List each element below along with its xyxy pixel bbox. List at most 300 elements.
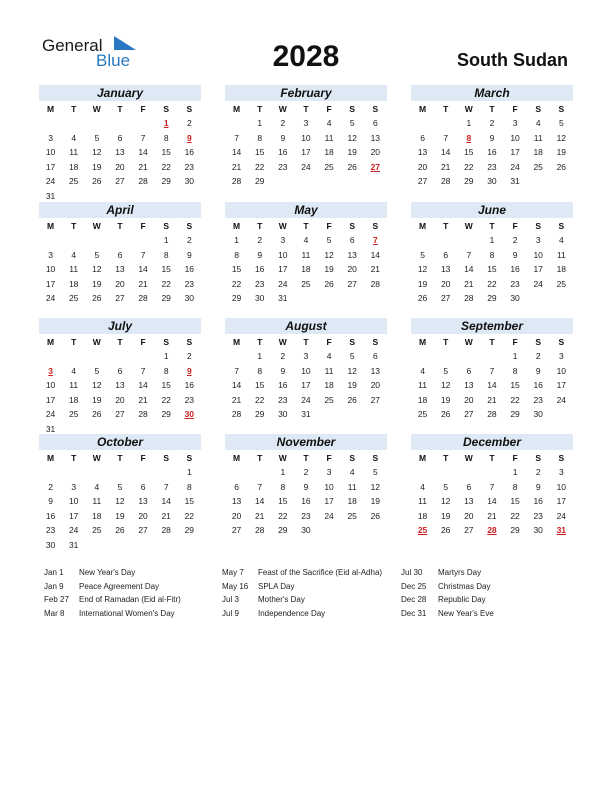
holiday-item xyxy=(401,580,494,594)
holiday-name: Peace Agreement Day xyxy=(79,581,160,591)
day-cell: 23 xyxy=(278,394,288,405)
day-cell: 8 xyxy=(163,365,169,376)
empty-cell xyxy=(411,465,434,480)
day-cell: 21 xyxy=(231,394,242,405)
day-cell: 12 xyxy=(556,132,567,143)
day-cell: 19 xyxy=(417,278,428,289)
day-cell: 21 xyxy=(464,278,474,289)
logo-triangle-icon xyxy=(114,36,136,50)
day-cell: 17 xyxy=(510,147,520,157)
day-cell: 10 xyxy=(556,365,567,376)
day-cell: 1 xyxy=(466,118,472,128)
day-cell: 14 xyxy=(138,380,148,390)
day-cell: 22 xyxy=(254,161,265,172)
empty-cell xyxy=(434,233,457,248)
holiday-day-cell: 27 xyxy=(370,161,381,172)
day-cell: 12 xyxy=(115,496,125,506)
day-cell: 10 xyxy=(533,249,543,260)
day-cell: 28 xyxy=(487,409,497,419)
weekday-label: S xyxy=(349,453,356,463)
day-cell: 13 xyxy=(440,264,451,274)
day-cell: 1 xyxy=(163,351,169,361)
day-cell: 25 xyxy=(417,409,428,419)
day-cell: 29 xyxy=(464,176,474,186)
day-cell: 2 xyxy=(48,481,53,492)
empty-cell xyxy=(411,233,434,248)
day-cell: 7 xyxy=(443,132,449,143)
day-cell: 18 xyxy=(68,161,79,172)
day-cell: 17 xyxy=(533,264,543,274)
month-days-grid xyxy=(39,451,201,552)
day-cell: 9 xyxy=(303,481,309,492)
day-cell: 14 xyxy=(231,147,242,157)
day-cell: 5 xyxy=(326,235,332,245)
holiday-day-cell: 28 xyxy=(487,525,497,535)
day-cell: 26 xyxy=(556,161,567,172)
holiday-date: Feb 27 xyxy=(44,595,69,604)
day-cell: 21 xyxy=(138,161,148,172)
day-cell: 29 xyxy=(510,409,520,419)
month-days-grid xyxy=(39,102,201,203)
day-cell: 20 xyxy=(231,510,242,521)
day-cell: 2 xyxy=(280,118,286,128)
day-cell: 22 xyxy=(254,394,265,405)
empty-cell xyxy=(457,349,480,364)
day-cell: 17 xyxy=(301,147,311,157)
day-cell: 11 xyxy=(301,249,311,260)
day-cell: 11 xyxy=(69,380,79,390)
day-cell: 7 xyxy=(140,132,146,143)
weekday-label: S xyxy=(186,221,193,231)
day-cell: 1 xyxy=(512,351,518,361)
holiday-name: International Women's Day xyxy=(79,608,175,618)
empty-cell xyxy=(132,465,155,480)
day-cell: 22 xyxy=(184,510,195,521)
day-cell: 26 xyxy=(440,525,451,535)
day-cell: 15 xyxy=(278,496,288,506)
day-cell: 19 xyxy=(92,161,102,172)
day-cell: 26 xyxy=(347,161,357,172)
holiday-date: Dec 25 xyxy=(401,581,427,591)
weekday-label: S xyxy=(372,453,379,463)
day-cell: 6 xyxy=(234,481,239,492)
month-header: June xyxy=(411,202,573,218)
day-cell: 29 xyxy=(231,293,242,303)
day-cell: 19 xyxy=(115,510,125,521)
weekday-label: S xyxy=(349,337,356,347)
day-cell: 9 xyxy=(280,365,286,376)
day-cell: 12 xyxy=(324,249,334,260)
day-cell: 25 xyxy=(68,176,79,186)
month-april xyxy=(39,202,201,306)
day-cell: 7 xyxy=(489,481,495,492)
weekday-label: T xyxy=(303,337,309,347)
month-header: October xyxy=(39,434,201,450)
holiday-day-cell: 3 xyxy=(48,365,53,376)
holiday-name: Independence Day xyxy=(258,608,326,618)
day-cell: 18 xyxy=(324,380,334,390)
day-cell: 3 xyxy=(558,351,564,361)
weekday-label: M xyxy=(233,337,241,347)
weekday-label: W xyxy=(278,221,287,231)
weekday-label: S xyxy=(535,337,542,347)
day-cell: 7 xyxy=(163,481,169,492)
weekday-label: M xyxy=(419,453,427,463)
month-header: February xyxy=(225,85,387,101)
day-cell: 7 xyxy=(140,249,146,260)
holiday-name: Mother's Day xyxy=(258,595,305,604)
day-cell: 29 xyxy=(487,293,497,303)
day-cell: 24 xyxy=(324,510,334,521)
weekday-label: M xyxy=(233,453,241,463)
day-cell: 11 xyxy=(418,496,427,506)
day-cell: 9 xyxy=(489,132,495,143)
day-cell: 28 xyxy=(440,176,451,186)
day-cell: 1 xyxy=(163,235,169,245)
day-cell: 4 xyxy=(349,467,355,477)
day-cell: 15 xyxy=(510,380,520,390)
weekday-label: F xyxy=(326,221,332,231)
day-cell: 20 xyxy=(115,278,125,289)
day-cell: 29 xyxy=(161,409,171,419)
day-cell: 13 xyxy=(370,365,381,376)
day-cell: 14 xyxy=(161,496,171,506)
day-cell: 22 xyxy=(487,278,497,289)
day-cell: 11 xyxy=(92,496,102,506)
day-cell: 29 xyxy=(161,293,171,303)
day-cell: 1 xyxy=(234,235,239,245)
holiday-date: Jul 9 xyxy=(222,608,239,618)
day-cell: 2 xyxy=(257,235,263,245)
day-cell: 6 xyxy=(466,365,472,376)
day-cell: 24 xyxy=(556,394,567,405)
day-cell: 21 xyxy=(487,510,497,521)
month-days-grid xyxy=(225,451,387,538)
holiday-date: Dec 28 xyxy=(401,595,427,604)
day-cell: 11 xyxy=(324,132,334,143)
day-cell: 8 xyxy=(512,481,518,492)
holiday-date: May 7 xyxy=(222,568,244,577)
holiday-item xyxy=(222,566,382,580)
day-cell: 4 xyxy=(303,235,309,245)
month-header: September xyxy=(411,318,573,334)
day-cell: 2 xyxy=(489,118,495,128)
day-cell: 17 xyxy=(324,496,334,506)
day-cell: 25 xyxy=(533,161,543,172)
day-cell: 25 xyxy=(92,525,102,535)
day-cell: 6 xyxy=(466,481,472,492)
holiday-item xyxy=(401,593,494,607)
holiday-name: Republic Day xyxy=(438,595,486,604)
empty-cell xyxy=(225,349,248,364)
empty-cell xyxy=(132,233,155,248)
weekday-label: F xyxy=(512,104,518,114)
day-cell: 28 xyxy=(231,409,242,419)
empty-cell xyxy=(85,233,108,248)
weekday-label: S xyxy=(558,453,565,463)
day-cell: 14 xyxy=(370,249,381,260)
day-cell: 14 xyxy=(464,264,474,274)
day-cell: 4 xyxy=(535,118,541,128)
day-cell: 17 xyxy=(68,510,79,521)
day-cell: 6 xyxy=(443,249,449,260)
day-cell: 7 xyxy=(234,132,239,143)
day-cell: 23 xyxy=(510,278,520,289)
empty-cell xyxy=(225,116,248,131)
day-cell: 4 xyxy=(326,351,332,361)
day-cell: 28 xyxy=(254,525,265,535)
day-cell: 27 xyxy=(370,394,381,405)
empty-cell xyxy=(39,116,62,131)
day-cell: 29 xyxy=(254,176,265,186)
weekday-label: S xyxy=(535,453,542,463)
day-cell: 30 xyxy=(510,293,520,303)
weekday-label: W xyxy=(92,221,101,231)
day-cell: 14 xyxy=(138,264,148,274)
holiday-name: SPLA Day xyxy=(258,581,295,591)
day-cell: 14 xyxy=(254,496,265,506)
empty-cell xyxy=(132,116,155,131)
day-cell: 12 xyxy=(440,380,451,390)
day-cell: 10 xyxy=(556,481,567,492)
day-cell: 9 xyxy=(280,132,286,143)
weekday-label: T xyxy=(443,104,449,114)
day-cell: 29 xyxy=(510,525,520,535)
weekday-label: F xyxy=(140,104,146,114)
weekday-label: S xyxy=(163,453,170,463)
month-days-grid xyxy=(39,335,201,436)
empty-cell xyxy=(434,349,457,364)
weekday-label: T xyxy=(257,104,263,114)
day-cell: 16 xyxy=(278,380,288,390)
empty-cell xyxy=(155,465,178,480)
day-cell: 4 xyxy=(420,365,425,376)
holiday-name: New Year's Day xyxy=(79,568,136,577)
day-cell: 5 xyxy=(117,481,123,492)
day-cell: 25 xyxy=(324,161,334,172)
holiday-item xyxy=(44,580,181,594)
weekday-label: T xyxy=(303,221,309,231)
day-cell: 27 xyxy=(115,176,125,186)
weekday-label: T xyxy=(443,221,449,231)
day-cell: 20 xyxy=(464,394,474,405)
month-days-grid xyxy=(411,219,573,306)
day-cell: 19 xyxy=(556,147,567,157)
weekday-label: M xyxy=(419,337,427,347)
empty-cell xyxy=(434,465,457,480)
day-cell: 19 xyxy=(92,278,102,289)
day-cell: 31 xyxy=(510,176,520,186)
day-cell: 29 xyxy=(254,409,265,419)
day-cell: 5 xyxy=(94,365,100,376)
month-march xyxy=(411,85,573,189)
weekday-label: S xyxy=(558,221,565,231)
weekday-label: F xyxy=(512,453,518,463)
day-cell: 12 xyxy=(440,496,451,506)
weekday-label: M xyxy=(47,453,55,463)
day-cell: 12 xyxy=(370,481,381,492)
day-cell: 16 xyxy=(533,380,543,390)
day-cell: 1 xyxy=(186,467,192,477)
month-november xyxy=(225,434,387,538)
logo xyxy=(40,36,140,72)
day-cell: 15 xyxy=(254,380,265,390)
holiday-item xyxy=(222,580,382,594)
day-cell: 24 xyxy=(301,394,311,405)
day-cell: 15 xyxy=(161,380,171,390)
day-cell: 10 xyxy=(510,132,520,143)
weekday-label: W xyxy=(464,337,473,347)
month-october xyxy=(39,434,201,552)
day-cell: 24 xyxy=(45,293,56,303)
holiday-day-cell: 9 xyxy=(186,132,192,143)
day-cell: 12 xyxy=(347,365,357,376)
day-cell: 23 xyxy=(184,278,195,289)
day-cell: 10 xyxy=(301,132,311,143)
day-cell: 15 xyxy=(510,496,520,506)
day-cell: 24 xyxy=(301,161,311,172)
month-september xyxy=(411,318,573,422)
weekday-label: T xyxy=(443,337,449,347)
weekday-label: S xyxy=(163,221,170,231)
day-cell: 11 xyxy=(556,249,566,260)
day-cell: 23 xyxy=(278,161,288,172)
logo-general-text: General xyxy=(42,36,103,55)
day-cell: 26 xyxy=(417,293,428,303)
weekday-label: T xyxy=(71,104,77,114)
day-cell: 24 xyxy=(45,409,56,419)
weekday-label: W xyxy=(278,104,287,114)
day-cell: 14 xyxy=(231,380,242,390)
weekday-label: S xyxy=(372,104,379,114)
day-cell: 15 xyxy=(161,147,171,157)
weekday-label: W xyxy=(92,104,101,114)
weekday-label: M xyxy=(419,221,427,231)
empty-cell xyxy=(132,349,155,364)
day-cell: 2 xyxy=(535,351,541,361)
month-january xyxy=(39,85,201,203)
day-cell: 19 xyxy=(347,147,357,157)
day-cell: 4 xyxy=(558,235,564,245)
holiday-day-cell: 25 xyxy=(417,525,428,535)
day-cell: 8 xyxy=(280,481,286,492)
day-cell: 24 xyxy=(533,278,543,289)
day-cell: 2 xyxy=(280,351,286,361)
day-cell: 22 xyxy=(161,161,171,172)
empty-cell xyxy=(480,465,503,480)
month-header: April xyxy=(39,202,201,218)
day-cell: 26 xyxy=(92,176,102,186)
day-cell: 3 xyxy=(303,351,309,361)
day-cell: 23 xyxy=(45,525,56,535)
month-days-grid xyxy=(225,219,387,306)
day-cell: 21 xyxy=(440,161,451,172)
day-cell: 27 xyxy=(115,409,125,419)
day-cell: 20 xyxy=(115,394,125,405)
day-cell: 19 xyxy=(324,264,334,274)
day-cell: 27 xyxy=(417,176,428,186)
day-cell: 15 xyxy=(231,264,242,274)
day-cell: 29 xyxy=(278,525,288,535)
weekday-label: S xyxy=(372,221,379,231)
empty-cell xyxy=(62,233,85,248)
day-cell: 27 xyxy=(440,293,451,303)
day-cell: 19 xyxy=(440,510,451,521)
day-cell: 4 xyxy=(326,118,332,128)
day-cell: 7 xyxy=(466,249,472,260)
day-cell: 9 xyxy=(186,249,192,260)
day-cell: 14 xyxy=(487,380,497,390)
day-cell: 16 xyxy=(184,264,195,274)
weekday-label: T xyxy=(303,104,309,114)
day-cell: 5 xyxy=(349,351,355,361)
day-cell: 17 xyxy=(45,278,56,289)
day-cell: 21 xyxy=(254,510,265,521)
day-cell: 23 xyxy=(533,394,543,405)
month-june xyxy=(411,202,573,306)
day-cell: 5 xyxy=(443,365,449,376)
empty-cell xyxy=(85,116,108,131)
day-cell: 9 xyxy=(257,249,263,260)
day-cell: 7 xyxy=(257,481,263,492)
day-cell: 13 xyxy=(464,496,474,506)
day-cell: 8 xyxy=(257,132,263,143)
day-cell: 16 xyxy=(184,380,195,390)
day-cell: 4 xyxy=(420,481,425,492)
weekday-label: W xyxy=(464,221,473,231)
day-cell: 27 xyxy=(464,525,474,535)
day-cell: 26 xyxy=(347,394,357,405)
empty-cell xyxy=(39,349,62,364)
day-cell: 3 xyxy=(48,132,53,143)
day-cell: 18 xyxy=(68,278,79,289)
day-cell: 17 xyxy=(45,394,56,405)
day-cell: 25 xyxy=(68,409,79,419)
holiday-item xyxy=(222,607,382,621)
day-cell: 28 xyxy=(231,176,242,186)
day-cell: 30 xyxy=(301,525,311,535)
day-cell: 5 xyxy=(443,481,449,492)
day-cell: 23 xyxy=(184,394,195,405)
day-cell: 28 xyxy=(161,525,171,535)
day-cell: 22 xyxy=(510,510,520,521)
weekday-label: F xyxy=(512,337,518,347)
day-cell: 23 xyxy=(184,161,195,172)
day-cell: 26 xyxy=(115,525,125,535)
day-cell: 8 xyxy=(163,132,169,143)
holiday-item xyxy=(401,607,494,621)
day-cell: 22 xyxy=(278,510,288,521)
day-cell: 12 xyxy=(417,264,428,274)
holiday-date: Jul 3 xyxy=(222,595,239,604)
day-cell: 18 xyxy=(533,147,543,157)
day-cell: 6 xyxy=(117,132,123,143)
day-cell: 16 xyxy=(184,147,195,157)
day-cell: 11 xyxy=(347,481,357,492)
day-cell: 28 xyxy=(138,176,148,186)
day-cell: 10 xyxy=(45,380,56,390)
day-cell: 24 xyxy=(510,161,520,172)
day-cell: 4 xyxy=(71,365,77,376)
holiday-column xyxy=(401,566,494,620)
holiday-date: Mar 8 xyxy=(44,608,65,618)
day-cell: 13 xyxy=(115,264,125,274)
day-cell: 2 xyxy=(303,467,309,477)
day-cell: 20 xyxy=(138,510,148,521)
day-cell: 21 xyxy=(161,510,171,521)
day-cell: 30 xyxy=(533,525,543,535)
weekday-label: T xyxy=(117,104,123,114)
